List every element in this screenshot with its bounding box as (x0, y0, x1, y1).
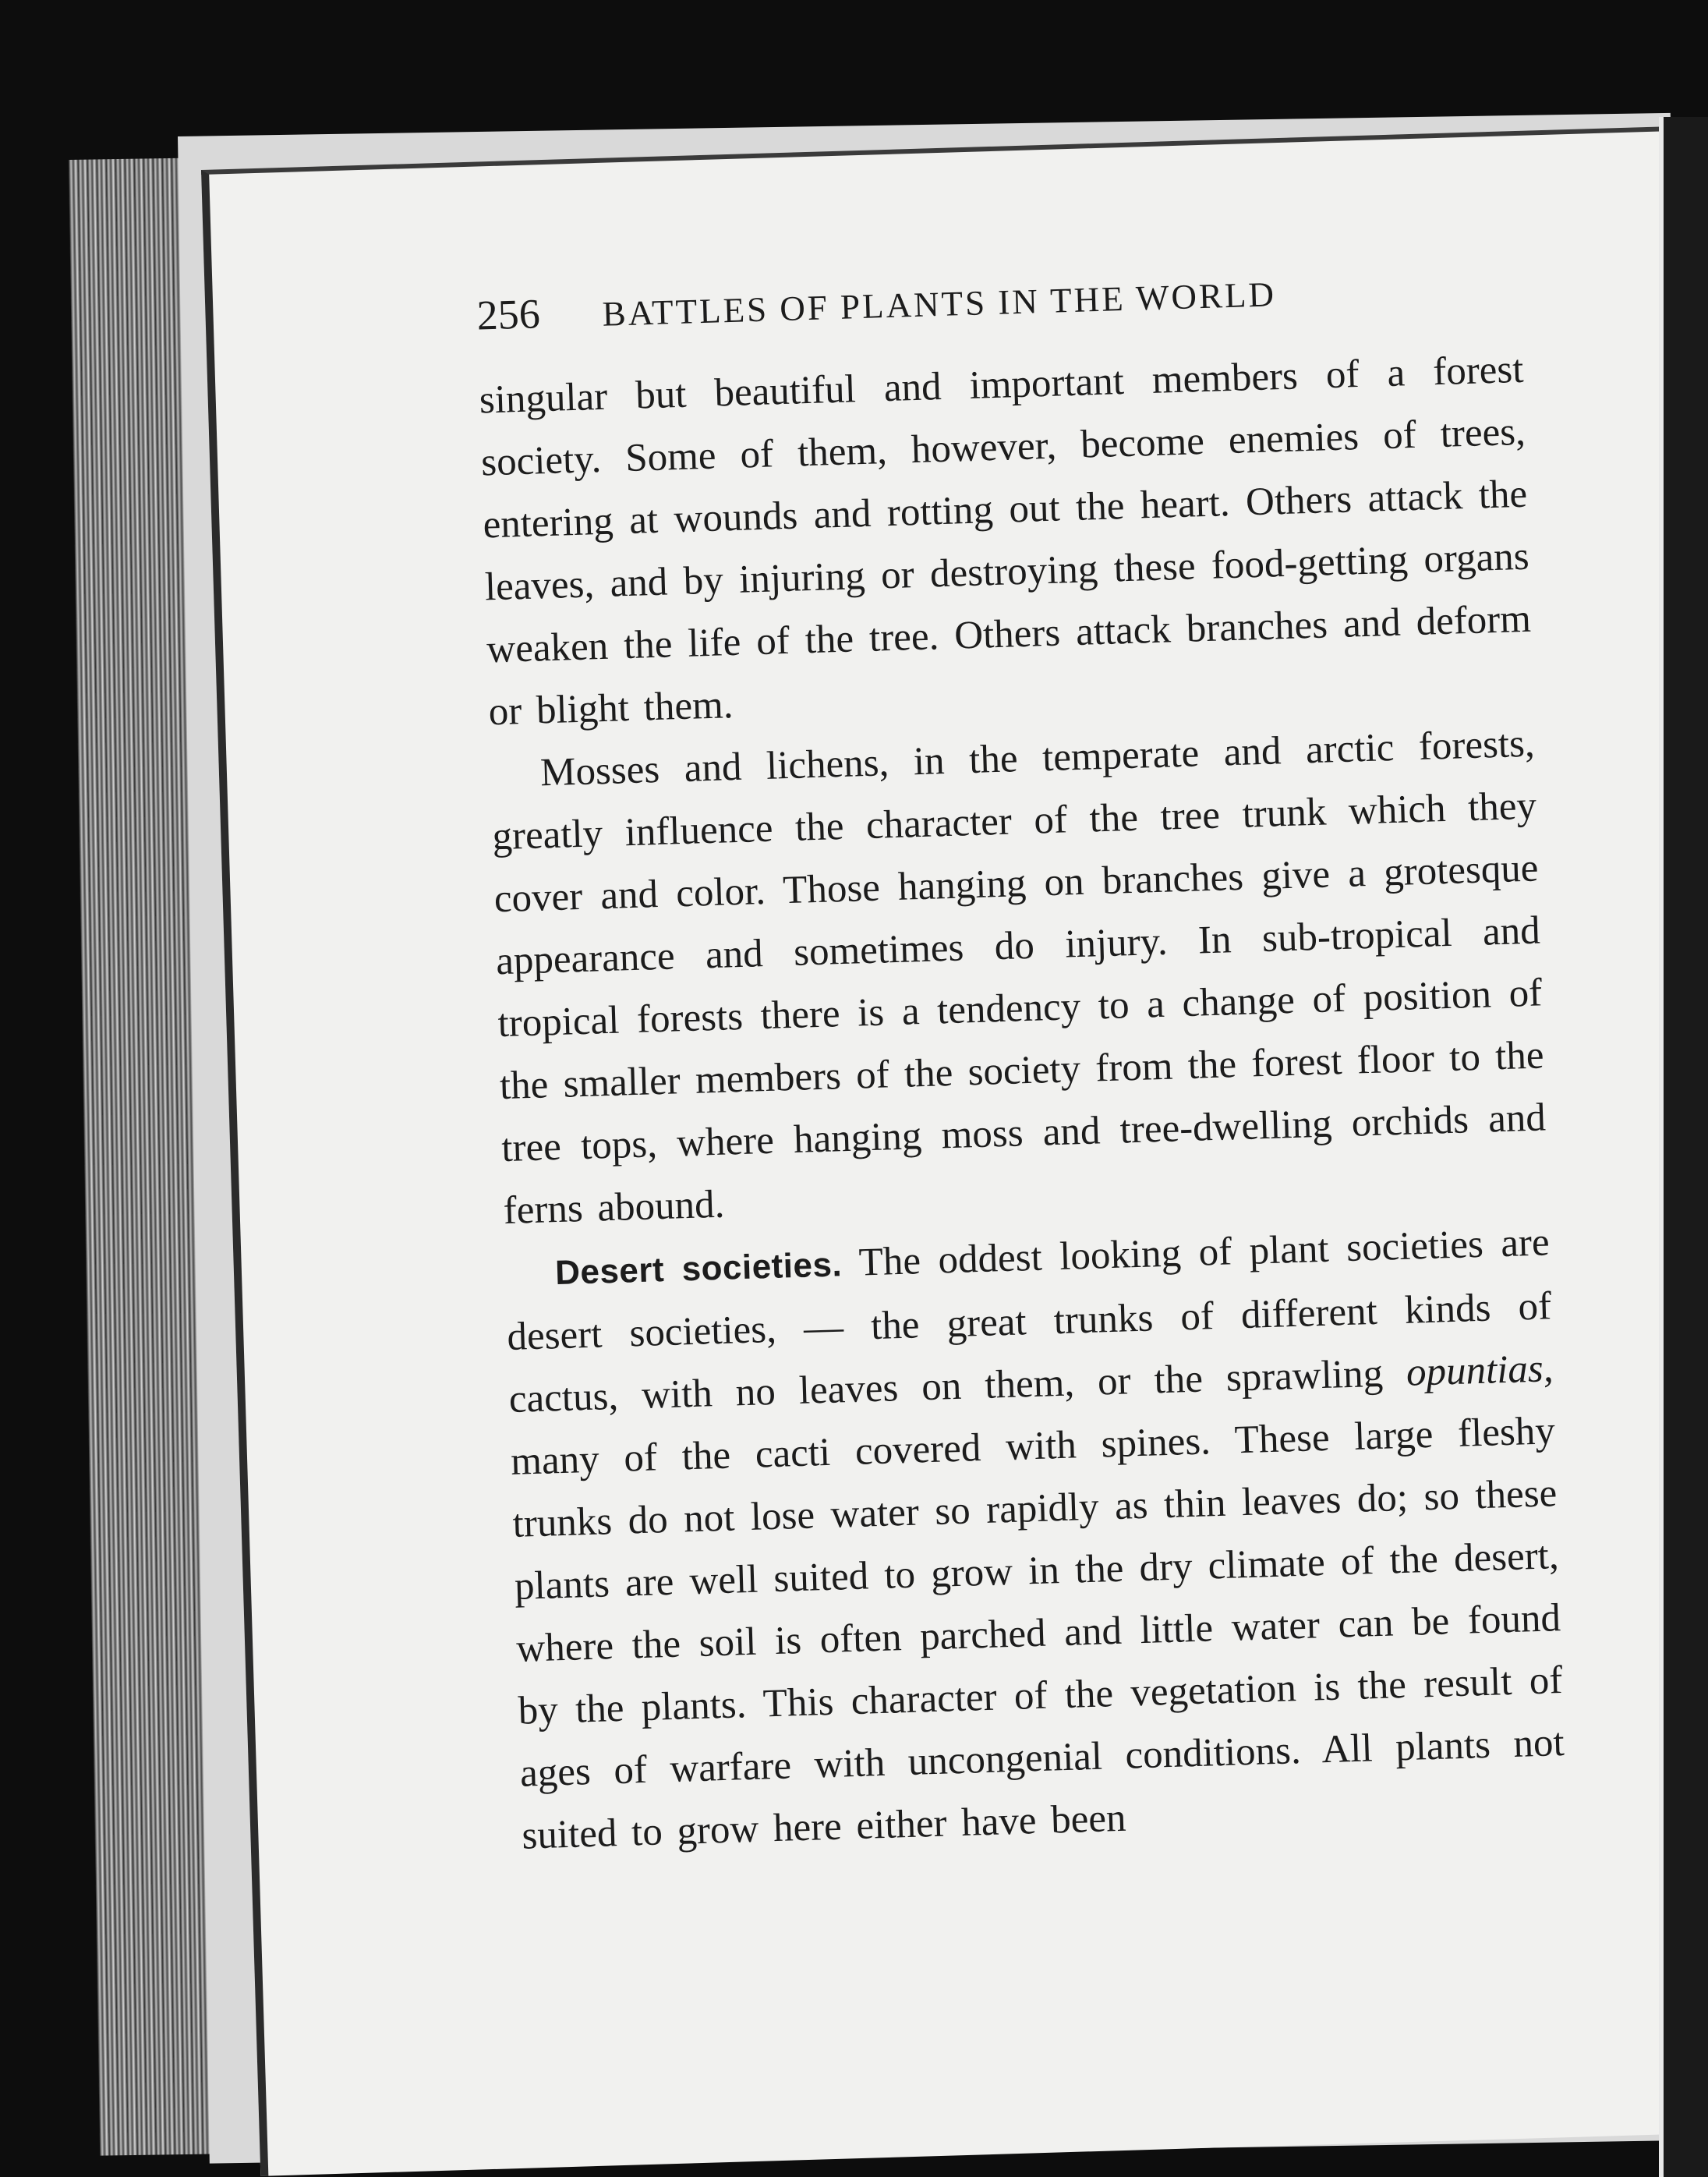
running-head (476, 260, 1522, 340)
paragraph-3-italic: opuntias, (1406, 1347, 1554, 1395)
adjacent-page-edge (1659, 117, 1708, 2177)
text-block (476, 260, 1567, 1867)
paragraph-1: singular but beautiful and important members of a forest society. Some of them, however, become enemies of trees, entering at wounds and rotting out the heart. Others attack the leaves, and by injuring or destroying these food-getting organs weaken the life of the tree. Others attack branches and deform or blight them. (479, 347, 1532, 735)
running-title: BATTLES OF PLANTS IN THE WORLD (601, 274, 1277, 334)
paragraph-3-text-b: many of the cacti covered with spines. These large fleshy trunks do not lose water so rapidly as thin leaves do; so these plants are well suited to grow in the dry climate of the desert, where the soil is often parched and little water can be found by the plants. This character of the vegetation is the result of ages of warfare with uncongenial conditions. All plants not suited to grow here either have been (510, 1409, 1565, 1858)
book-page (201, 126, 1708, 2176)
section-heading-desert-societies: Desert societies. (554, 1245, 843, 1293)
page-number: 256 (476, 290, 541, 339)
paragraph-3 (504, 1211, 1567, 1867)
paragraph-2: Mosses and lichens, in the temperate and arctic forests, greatly influence the character of the tree trunk which they cover and color. Those hanging on branches give a grotesque appearance and sometimes do injury. In sub-tropical and tropical forests there is a tendency to a change of position of the smaller members of the society from the forest floor to the tree tops, where hanging moss and tree-dwelling orchids and ferns abound. (491, 721, 1547, 1234)
paragraph-3-text-a: The oddest looking of plant societies are desert societies, — the great trunks of different kinds of cactus, with no leaves on them, or the sprawling (506, 1220, 1552, 1421)
